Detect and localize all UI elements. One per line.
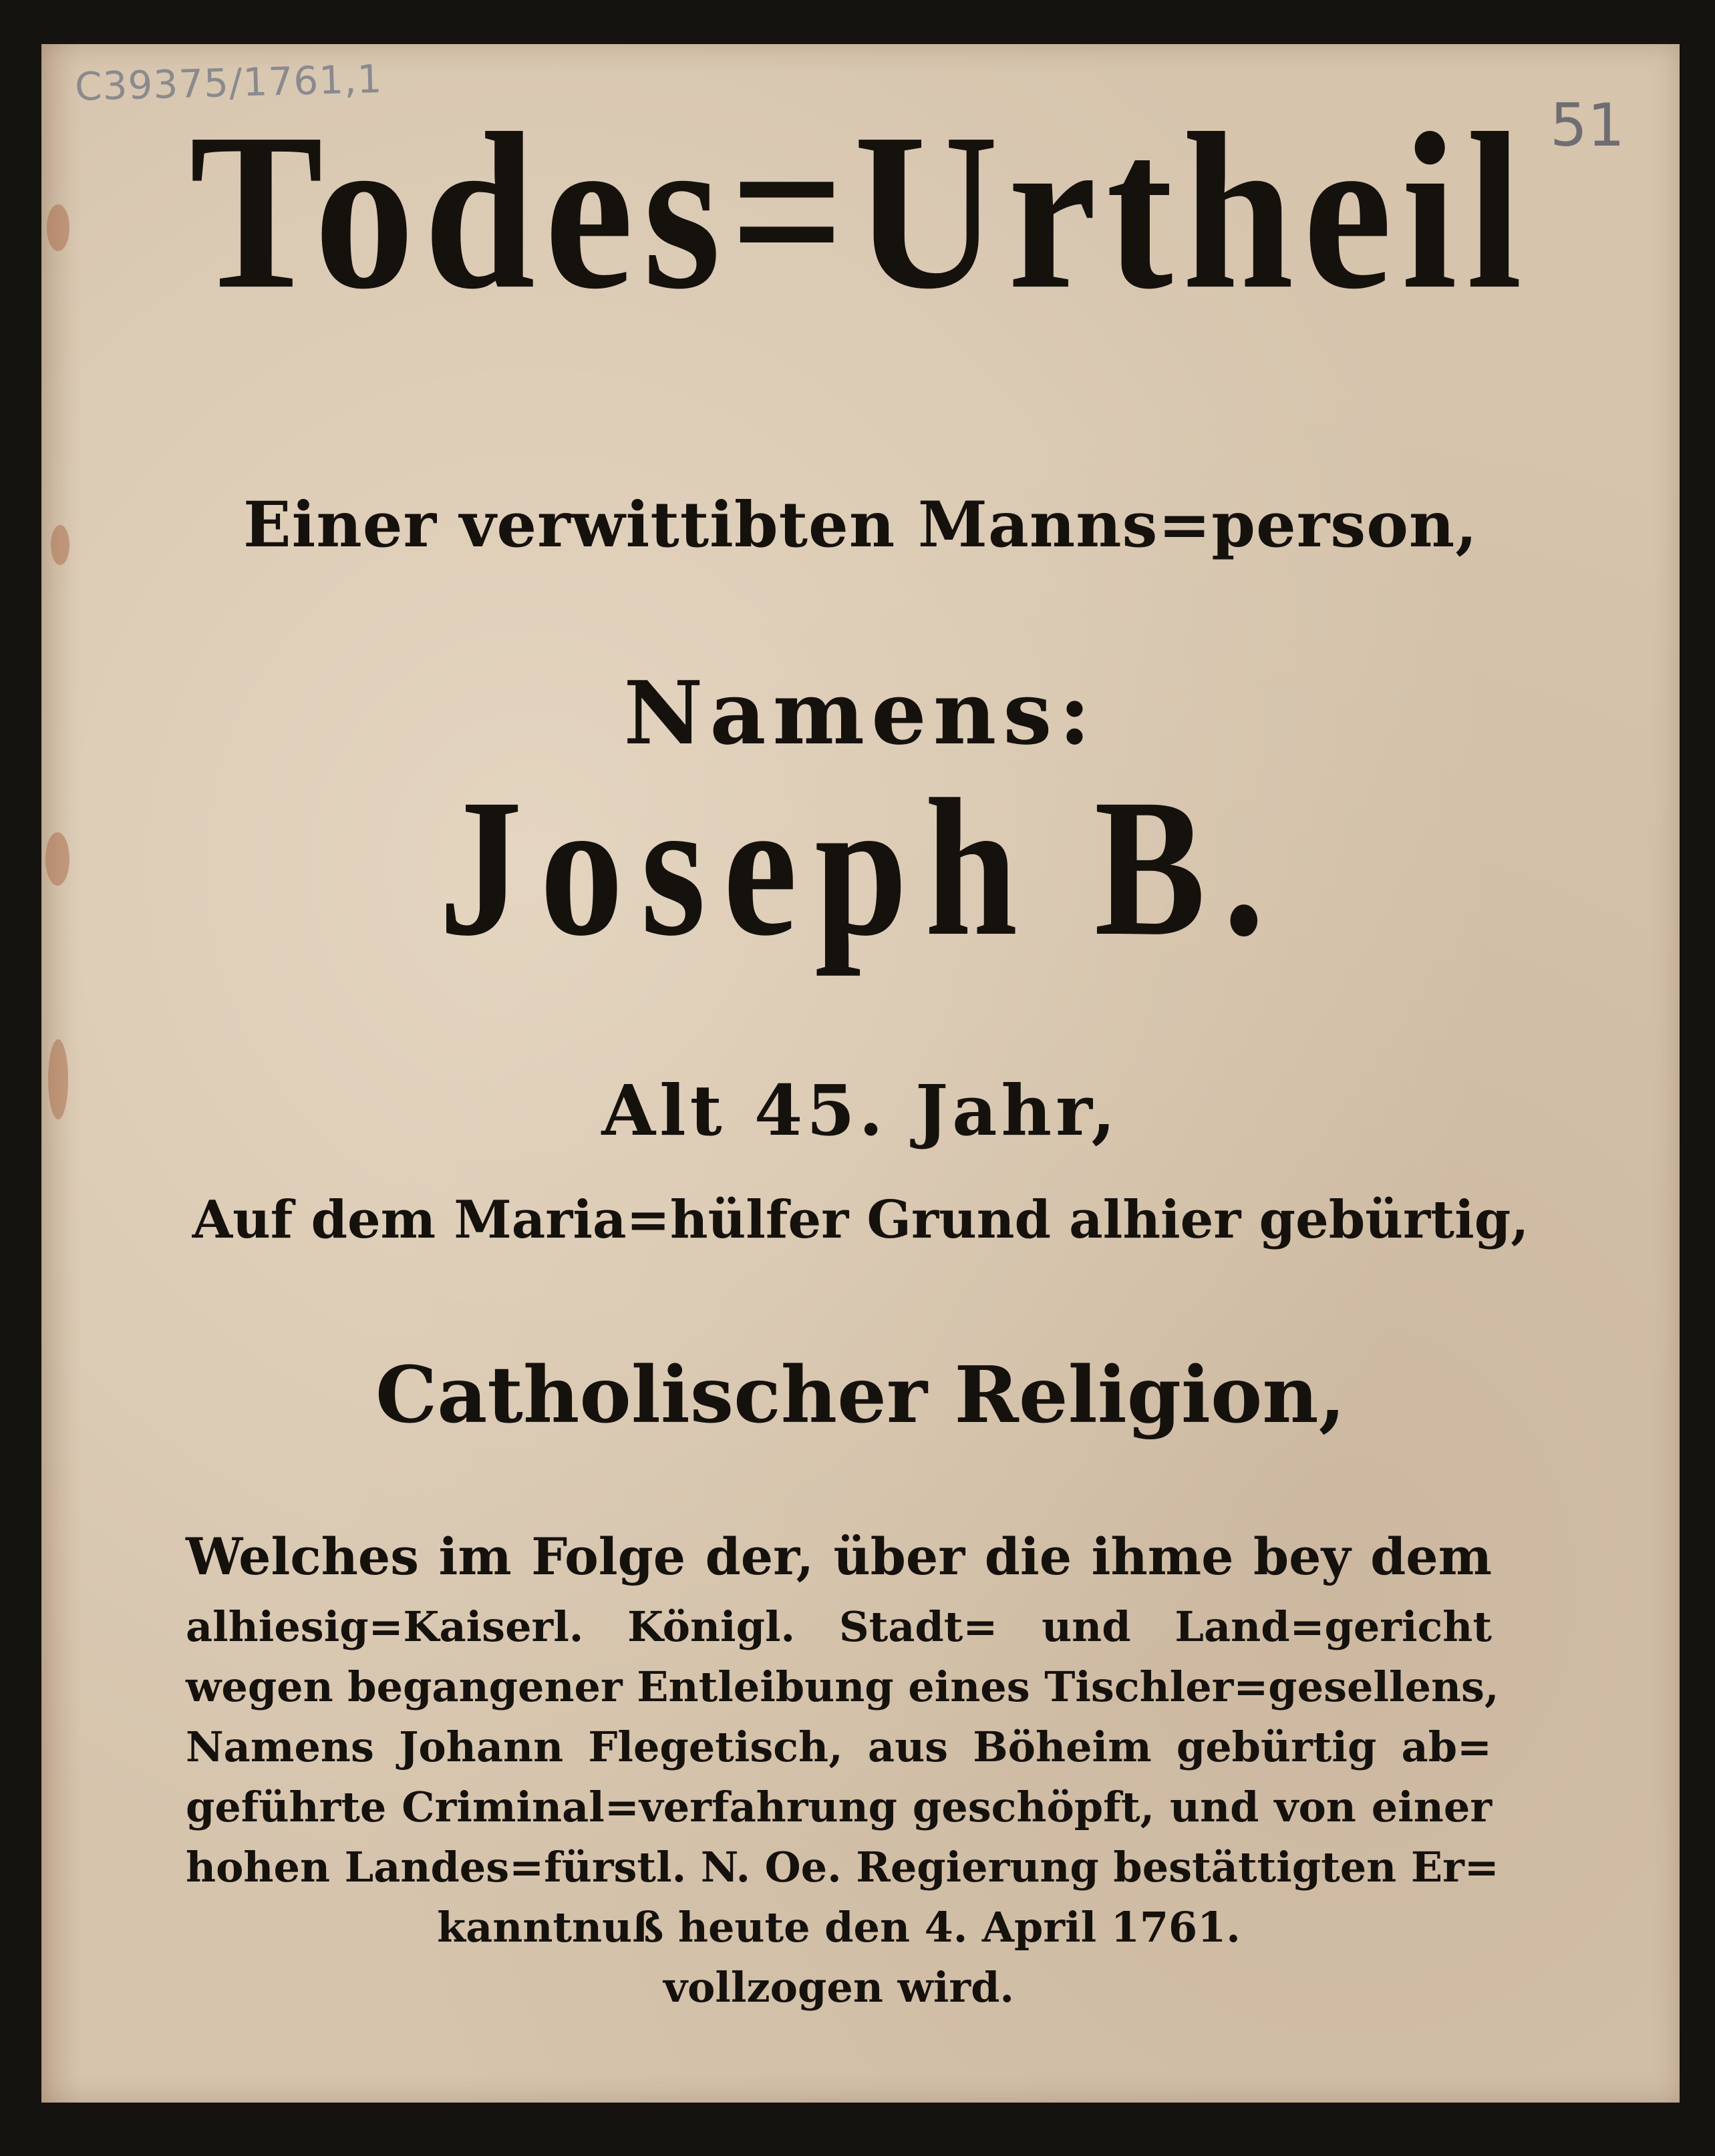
- namens-label: Namens:: [623, 662, 1098, 764]
- document-subtitle: Einer verwittibten Manns=person,: [243, 488, 1478, 562]
- convict-religion: Catholischer Religion,: [375, 1350, 1346, 1441]
- verdict-line: Namens Johann Flegetisch, aus Böheim gebürtig ab=: [186, 1723, 1492, 1771]
- verdict-line: hohen Landes=fürstl. N. Oe. Regierung bestättigten Er=: [186, 1843, 1499, 1892]
- verdict-line: wegen begangener Entleibung eines Tischler=gesellens,: [186, 1662, 1499, 1711]
- verdict-line: geführte Criminal=verfahrung geschöpft, und von einer: [186, 1783, 1492, 1831]
- document-page: [41, 44, 1680, 2103]
- verdict-line: kanntnuß heute den 4. April 1761.: [437, 1903, 1241, 1952]
- verdict-line: Welches im Folge der, über die ihme bey dem: [186, 1527, 1492, 1586]
- convict-name: Joseph B.: [438, 758, 1283, 977]
- verdict-text: [186, 1517, 1499, 2018]
- convict-origin: Auf dem Maria=hülfer Grund alhier gebürtig,: [192, 1190, 1529, 1250]
- archive-shelfmark: C39375/1761,1: [74, 55, 383, 110]
- verdict-line: alhiesig=Kaiserl. Königl. Stadt= und Land=gericht: [186, 1602, 1492, 1651]
- document-title: Todes=Urtheil: [189, 87, 1532, 335]
- convict-age: Alt 45. Jahr,: [601, 1069, 1120, 1151]
- folio-number: 51: [1550, 91, 1625, 160]
- verdict-line: vollzogen wird.: [663, 1963, 1015, 2012]
